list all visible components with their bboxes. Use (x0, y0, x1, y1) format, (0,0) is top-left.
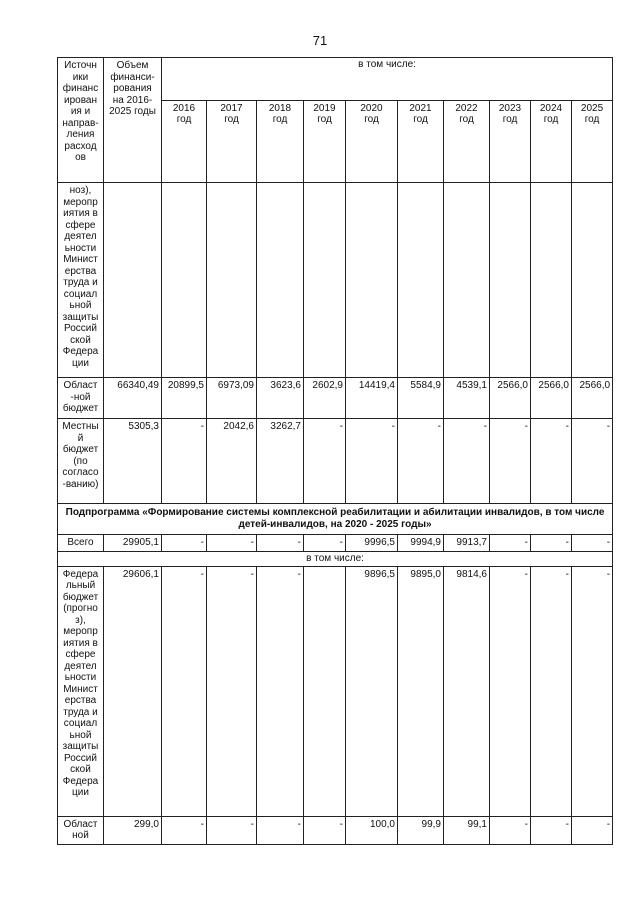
header-in-total-cell: в том числе: (162, 58, 613, 101)
row-value-cell (531, 183, 572, 378)
row-value-cell (207, 183, 257, 378)
row-value-cell: - (207, 566, 257, 816)
row-value-cell: 2566,0 (572, 378, 613, 419)
row-value-cell: 9814,6 (444, 566, 490, 816)
row-total-cell: 66340,49 (104, 378, 162, 419)
row-value-cell: - (162, 419, 207, 504)
row-value-cell (572, 183, 613, 378)
row-value-cell: - (572, 816, 613, 844)
row-value-cell: - (162, 535, 207, 552)
row-total-cell: 5305,3 (104, 419, 162, 504)
row-label-cell: Федера льный бюджет (прогно з), меропр иятия в сфере деятел ьности Минист ерства труда и социал ьной защиты Россий ской Федера ции (58, 566, 104, 816)
row-value-cell: - (207, 816, 257, 844)
subprogram-title: Подпрограмма «Формирование системы комплексной реабилитации и абилитации инвалидов, в том числе детей-инвалидов, на 2020 - 2025 годы» (58, 504, 613, 535)
header-year-cell: 2021 год (398, 100, 444, 182)
row-value-cell (398, 183, 444, 378)
row-value-cell: - (572, 535, 613, 552)
subprogram-row (58, 504, 613, 535)
row-value-cell: - (207, 535, 257, 552)
row-label-cell: Всего (58, 535, 104, 552)
row-value-cell: 3262,7 (257, 419, 304, 504)
row-value-cell: - (444, 419, 490, 504)
row-value-cell: - (398, 419, 444, 504)
row-value-cell: - (304, 816, 346, 844)
row-label-cell: Област -ной бюджет (58, 378, 104, 419)
row-value-cell: 9996,5 (346, 535, 398, 552)
header-year-cell: 2024 год (531, 100, 572, 182)
row-total-cell (104, 183, 162, 378)
in-total-row (58, 552, 613, 567)
header-row (58, 58, 613, 101)
row-value-cell: 2566,0 (490, 378, 531, 419)
row-value-cell: 99,9 (398, 816, 444, 844)
financing-table (57, 57, 613, 845)
row-value-cell (304, 183, 346, 378)
row-value-cell: 100,0 (346, 816, 398, 844)
header-year-cell: 2018 год (257, 100, 304, 182)
header-volume-cell: Объем финанси- рования на 2016- 2025 годы (104, 58, 162, 183)
row-value-cell: 9994,9 (398, 535, 444, 552)
row-value-cell: 3623,6 (257, 378, 304, 419)
row-value-cell: 5584,9 (398, 378, 444, 419)
row-value-cell: - (257, 816, 304, 844)
row-value-cell: - (162, 816, 207, 844)
row-value-cell: - (490, 535, 531, 552)
row-label-cell: ноз), меропр иятия в сфере деятел ьности Минист ерства труда и социал ьной защиты Россий ской Федера ции (58, 183, 104, 378)
row-value-cell: 6973,09 (207, 378, 257, 419)
in-total-label: в том числе: (58, 552, 613, 567)
header-year-cell: 2019 год (304, 100, 346, 182)
table-row (58, 378, 613, 419)
table-row (58, 566, 613, 816)
row-value-cell (304, 566, 346, 816)
row-value-cell: 9895,0 (398, 566, 444, 816)
row-value-cell (257, 183, 304, 378)
row-value-cell: 4539,1 (444, 378, 490, 419)
row-value-cell: - (531, 816, 572, 844)
row-value-cell: 20899,5 (162, 378, 207, 419)
row-value-cell (444, 183, 490, 378)
row-value-cell (162, 183, 207, 378)
table-row (58, 419, 613, 504)
header-year-cell: 2020 год (346, 100, 398, 182)
row-label-cell: Област ной (58, 816, 104, 844)
row-value-cell: 2602,9 (304, 378, 346, 419)
row-total-cell: 29905,1 (104, 535, 162, 552)
row-value-cell: - (531, 419, 572, 504)
table-row (58, 535, 613, 552)
header-year-cell: 2016 год (162, 100, 207, 182)
row-value-cell: - (490, 566, 531, 816)
row-value-cell: - (346, 419, 398, 504)
row-value-cell (346, 183, 398, 378)
row-value-cell: - (490, 816, 531, 844)
row-value-cell (490, 183, 531, 378)
row-label-cell: Местны й бюджет (по согласо -ванию) (58, 419, 104, 504)
row-value-cell: 2566,0 (531, 378, 572, 419)
row-value-cell: 9896,5 (346, 566, 398, 816)
row-total-cell: 299,0 (104, 816, 162, 844)
row-value-cell: - (257, 566, 304, 816)
row-value-cell: - (490, 419, 531, 504)
row-value-cell: 2042,6 (207, 419, 257, 504)
header-year-cell: 2022 год (444, 100, 490, 182)
row-total-cell: 29606,1 (104, 566, 162, 816)
row-value-cell: - (572, 419, 613, 504)
header-year-cell: 2023 год (490, 100, 531, 182)
row-value-cell: 14419,4 (346, 378, 398, 419)
row-value-cell: 9913,7 (444, 535, 490, 552)
row-value-cell: - (162, 566, 207, 816)
row-value-cell: - (257, 535, 304, 552)
header-source-cell: Источн ики финанс ирован ия и направ- ления расход ов (58, 58, 104, 183)
header-year-cell: 2025 год (572, 100, 613, 182)
row-value-cell: 99,1 (444, 816, 490, 844)
table-row (58, 816, 613, 844)
row-value-cell: - (304, 535, 346, 552)
row-value-cell: - (531, 535, 572, 552)
header-year-cell: 2017 год (207, 100, 257, 182)
row-value-cell: - (304, 419, 346, 504)
row-value-cell: - (572, 566, 613, 816)
page-number: 71 (312, 33, 328, 48)
row-value-cell: - (531, 566, 572, 816)
table-row (58, 183, 613, 378)
